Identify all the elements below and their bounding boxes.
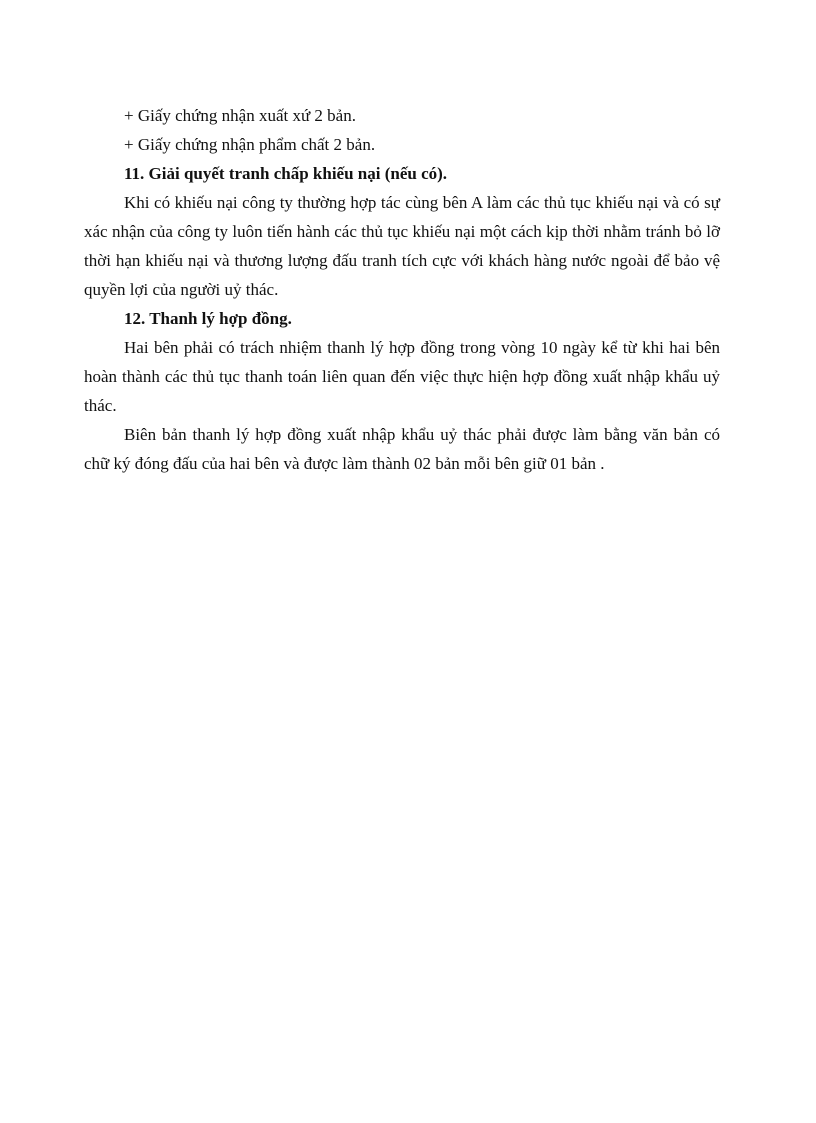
list-item-quality-certificate: + Giấy chứng nhận phẩm chất 2 bản.	[124, 135, 376, 154]
section-11-paragraph: Khi có khiếu nại công ty thường hợp tác cùng bên A làm các thủ tục khiếu nại và có sự xác nhận của công ty luôn tiến hành các thủ tục khiếu nại một cách kịp thời nhằm tránh bỏ lỡ thời hạn khiếu nại và thương lượng đấu tranh tích cực với khách hàng nước ngoài để bảo vệ quyền lợi của người uỷ thác.	[84, 193, 720, 299]
section-12-paragraph-2: Biên bản thanh lý hợp đồng xuất nhập khẩu uỷ thác phải được làm bằng văn bản có chữ ký đóng đấu của hai bên và được làm thành 02 bản mỗi bên giữ 01 bản .	[84, 425, 720, 473]
section-11-heading: 11. Giải quyết tranh chấp khiếu nại (nếu có).	[124, 164, 448, 183]
section-12-paragraph-1: Hai bên phải có trách nhiệm thanh lý hợp đồng trong vòng 10 ngày kể từ khi hai bên hoàn thành các thủ tục thanh toán liên quan đến việc thực hiện hợp đồng xuất nhập khẩu uỷ thác.	[84, 338, 720, 415]
document-body	[84, 101, 720, 478]
section-12-heading: 12. Thanh lý hợp đồng.	[124, 309, 292, 328]
list-item-certificate-of-origin: + Giấy chứng nhận xuất xứ 2 bản.	[124, 106, 356, 125]
